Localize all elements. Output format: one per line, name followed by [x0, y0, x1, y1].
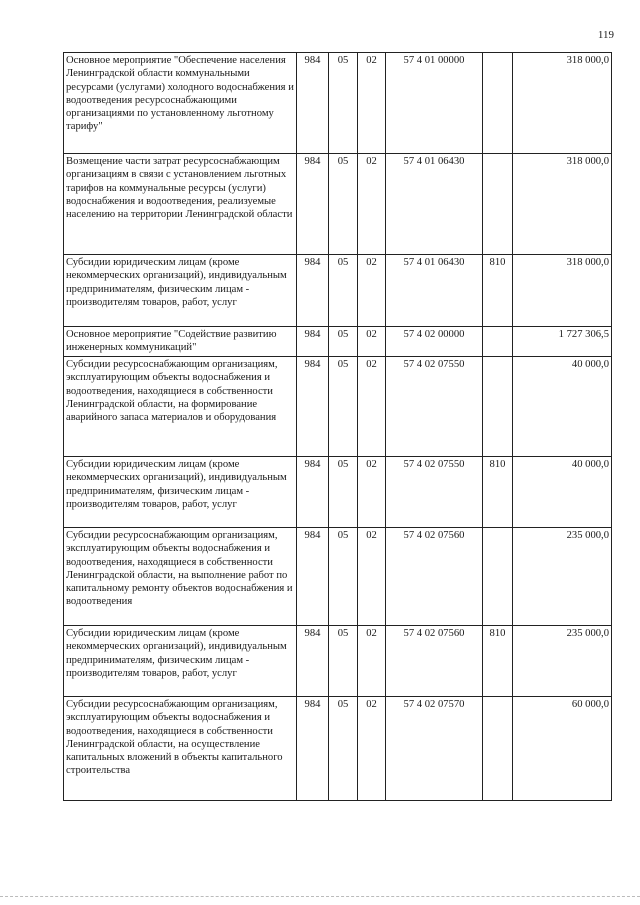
cell-grbs: 984 — [297, 327, 329, 357]
cell-pr: 02 — [358, 53, 386, 154]
cell-rz: 05 — [329, 255, 358, 327]
cell-name: Субсидии ресурсоснабжающим организациям, эксплуатирующим объекты водоснабжения и водоотведения, находящиеся в собственности Ленинградской области, на формирование аварийного запаса материалов и оборудования — [64, 357, 297, 457]
cell-vr — [483, 154, 513, 255]
cell-sum: 318 000,0 — [513, 255, 612, 327]
cell-grbs: 984 — [297, 53, 329, 154]
cell-name: Субсидии юридическим лицам (кроме некоммерческих организаций), индивидуальным предпринимателям, физическим лицам - производителям товаров, работ, услуг — [64, 255, 297, 327]
cell-vr: 810 — [483, 457, 513, 528]
cell-vr — [483, 697, 513, 801]
cell-grbs: 984 — [297, 697, 329, 801]
cell-vr — [483, 357, 513, 457]
cell-vr: 810 — [483, 626, 513, 697]
page-number: 119 — [597, 29, 614, 41]
cell-pr: 02 — [358, 255, 386, 327]
cell-name: Субсидии ресурсоснабжающим организациям, эксплуатирующим объекты водоснабжения и водоотведения, находящиеся в собственности Ленинградской области, на осуществление капитальных вложений в объекты капитального строительства — [64, 697, 297, 801]
cell-rz: 05 — [329, 327, 358, 357]
cell-sum: 318 000,0 — [513, 53, 612, 154]
cell-csr: 57 4 01 06430 — [386, 255, 483, 327]
cell-rz: 05 — [329, 53, 358, 154]
cell-pr: 02 — [358, 528, 386, 626]
cell-grbs: 984 — [297, 357, 329, 457]
cell-rz: 05 — [329, 457, 358, 528]
cell-name: Возмещение части затрат ресурсоснабжающим организациям в связи с установлением льготных тарифов на коммунальные ресурсы (услуги) водоснабжения и водоотведения, реализуемые населению на территории Ленинградской области — [64, 154, 297, 255]
cell-pr: 02 — [358, 697, 386, 801]
cell-sum: 60 000,0 — [513, 697, 612, 801]
cell-grbs: 984 — [297, 528, 329, 626]
table-row — [64, 457, 612, 528]
cell-vr — [483, 528, 513, 626]
cell-name: Субсидии юридическим лицам (кроме некоммерческих организаций), индивидуальным предпринимателям, физическим лицам - производителям товаров, работ, услуг — [64, 457, 297, 528]
cell-vr: 810 — [483, 255, 513, 327]
cell-vr — [483, 327, 513, 357]
table-row — [64, 255, 612, 327]
cell-pr: 02 — [358, 457, 386, 528]
cell-sum: 40 000,0 — [513, 357, 612, 457]
cell-rz: 05 — [329, 697, 358, 801]
table-row — [64, 626, 612, 697]
table-row — [64, 154, 612, 255]
cell-csr: 57 4 01 00000 — [386, 53, 483, 154]
cell-sum: 1 727 306,5 — [513, 327, 612, 357]
cell-vr — [483, 53, 513, 154]
cell-grbs: 984 — [297, 154, 329, 255]
cell-name: Основное мероприятие "Содействие развитию инженерных коммуникаций" — [64, 327, 297, 357]
cell-pr: 02 — [358, 357, 386, 457]
cell-sum: 235 000,0 — [513, 626, 612, 697]
table-row — [64, 528, 612, 626]
scan-edge-divider — [0, 896, 640, 897]
cell-csr: 57 4 02 07560 — [386, 528, 483, 626]
cell-rz: 05 — [329, 357, 358, 457]
cell-csr: 57 4 02 07570 — [386, 697, 483, 801]
cell-csr: 57 4 01 06430 — [386, 154, 483, 255]
cell-rz: 05 — [329, 626, 358, 697]
cell-rz: 05 — [329, 154, 358, 255]
cell-grbs: 984 — [297, 626, 329, 697]
cell-csr: 57 4 02 07550 — [386, 457, 483, 528]
cell-pr: 02 — [358, 327, 386, 357]
cell-grbs: 984 — [297, 457, 329, 528]
cell-name: Субсидии юридическим лицам (кроме некоммерческих организаций), индивидуальным предпринимателям, физическим лицам - производителям товаров, работ, услуг — [64, 626, 297, 697]
cell-name: Субсидии ресурсоснабжающим организациям, эксплуатирующим объекты водоснабжения и водоотведения, находящиеся в собственности Ленинградской области, на выполнение работ по капитальному ремонту объектов водоснабжения и водоотведения — [64, 528, 297, 626]
cell-pr: 02 — [358, 154, 386, 255]
table-row — [64, 53, 612, 154]
table-row — [64, 697, 612, 801]
cell-grbs: 984 — [297, 255, 329, 327]
budget-table — [63, 52, 612, 801]
cell-sum: 40 000,0 — [513, 457, 612, 528]
cell-pr: 02 — [358, 626, 386, 697]
cell-rz: 05 — [329, 528, 358, 626]
cell-csr: 57 4 02 07550 — [386, 357, 483, 457]
cell-csr: 57 4 02 00000 — [386, 327, 483, 357]
table-row — [64, 327, 612, 357]
cell-sum: 318 000,0 — [513, 154, 612, 255]
table-row — [64, 357, 612, 457]
cell-csr: 57 4 02 07560 — [386, 626, 483, 697]
cell-sum: 235 000,0 — [513, 528, 612, 626]
cell-name: Основное мероприятие "Обеспечение населения Ленинградской области коммунальными ресурсами (услугами) холодного водоснабжения и водоотведения ресурсоснабжающими организациями по установленному льготному тарифу" — [64, 53, 297, 154]
